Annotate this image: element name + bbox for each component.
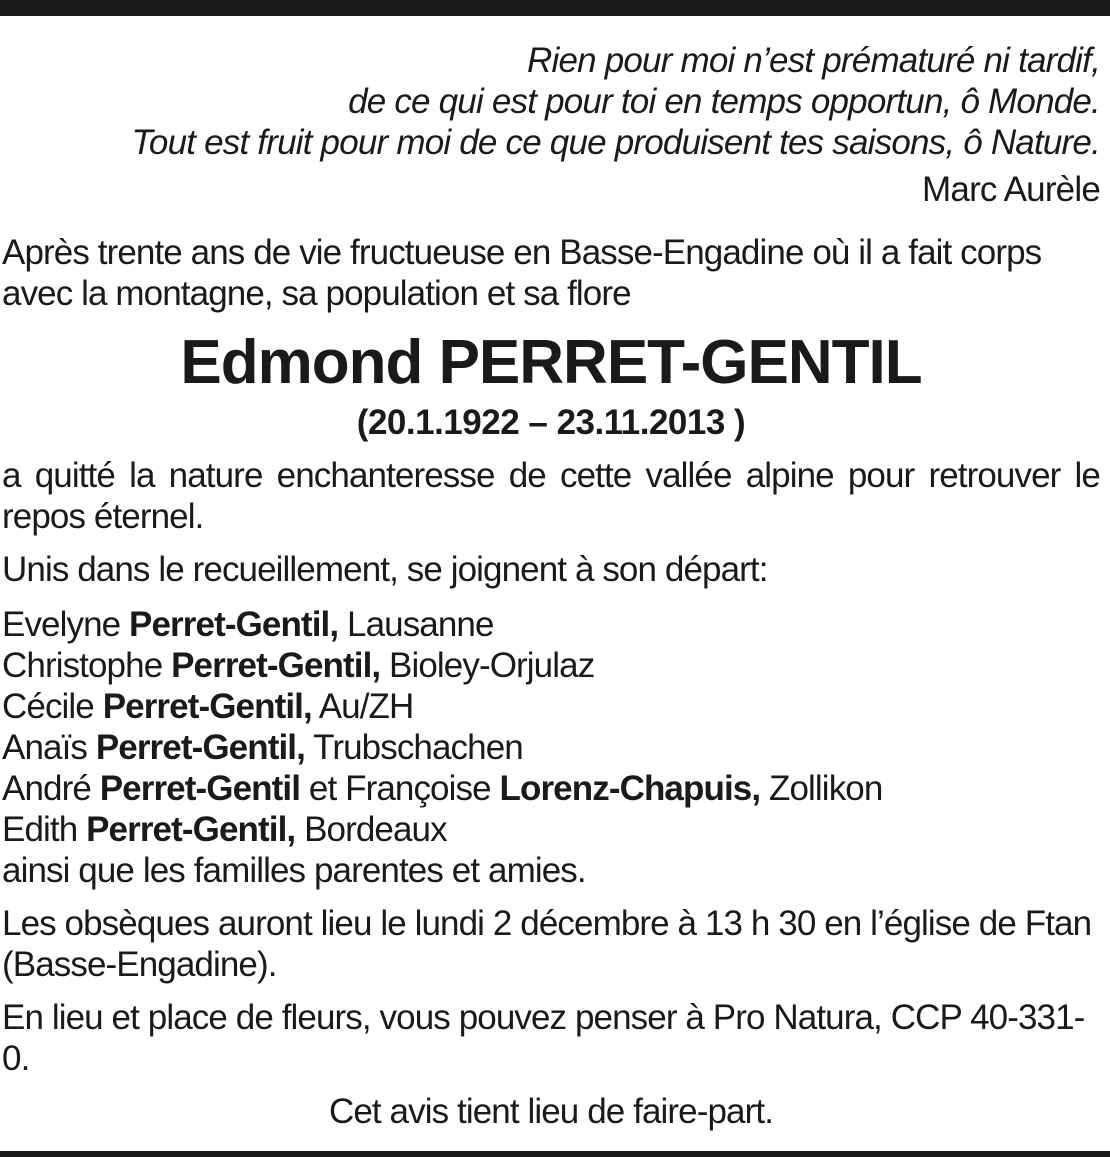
last-name: Perret-Gentil xyxy=(99,769,301,808)
last-name: Perret-Gentil, xyxy=(102,687,312,726)
family-closing: ainsi que les familles parentes et amies. xyxy=(2,851,586,890)
joiner: et Françoise xyxy=(308,769,491,808)
bottom-rule xyxy=(0,1151,1110,1157)
place: Zollikon xyxy=(769,769,883,808)
first-name: Edith xyxy=(2,810,78,849)
deceased-name: Edmond PERRET-GENTIL xyxy=(180,328,922,397)
first-name: André xyxy=(2,769,91,808)
last-name-2: Lorenz-Chapuis, xyxy=(499,769,761,808)
first-name: Christophe xyxy=(2,646,163,685)
place: Bordeaux xyxy=(304,810,447,849)
first-name: Evelyne xyxy=(2,605,121,644)
family-member xyxy=(2,768,1100,809)
epigraph-quote xyxy=(2,40,1100,163)
funeral-paragraph: Les obsèques auront lieu le lundi 2 décembre à 13 h 30 en l’église de Ftan (Basse-Engadine). xyxy=(2,904,1092,984)
quote-author: Marc Aurèle xyxy=(922,170,1100,209)
donation-paragraph: En lieu et place de fleurs, vous pouvez penser à Pro Natura, CCP 40-331-0. xyxy=(2,998,1085,1078)
place: Trubschachen xyxy=(313,728,523,767)
family-member xyxy=(2,645,1100,686)
place: Bioley-Orjulaz xyxy=(389,646,595,685)
first-name: Cécile xyxy=(2,687,94,726)
family-member xyxy=(2,604,1100,645)
last-name: Perret-Gentil, xyxy=(86,810,296,849)
passing-paragraph: a quitté la nature enchanteresse de cette vallée alpine pour retrouver le repos éternel. xyxy=(2,456,1100,536)
family-member xyxy=(2,727,1100,768)
place: Au/ZH xyxy=(318,687,414,726)
last-name: Perret-Gentil, xyxy=(129,605,339,644)
family-list xyxy=(2,604,1100,891)
first-name: Anaïs xyxy=(2,728,87,767)
notice-line: Cet avis tient lieu de faire-part. xyxy=(328,1092,774,1131)
quote-line: Rien pour moi n’est prématuré ni tardif, xyxy=(527,41,1100,80)
life-dates: (20.1.1922 – 23.11.2013 ) xyxy=(356,403,746,442)
top-rule xyxy=(0,0,1110,16)
quote-line: de ce qui est pour toi en temps opportun, ô Monde. xyxy=(348,82,1100,121)
place: Lausanne xyxy=(347,605,494,644)
last-name: Perret-Gentil, xyxy=(171,646,381,685)
quote-line: Tout est fruit pour moi de ce que produisent tes saisons, ô Nature. xyxy=(131,123,1100,162)
last-name: Perret-Gentil, xyxy=(95,728,305,767)
intro-paragraph: Après trente ans de vie fructueuse en Basse-Engadine où il a fait corps avec la montagne, sa population et sa flore xyxy=(2,233,1042,313)
obituary-notice xyxy=(2,40,1100,1132)
family-member xyxy=(2,686,1100,727)
family-member xyxy=(2,809,1100,850)
mourners-intro: Unis dans le recueillement, se joignent à son départ: xyxy=(2,550,768,589)
